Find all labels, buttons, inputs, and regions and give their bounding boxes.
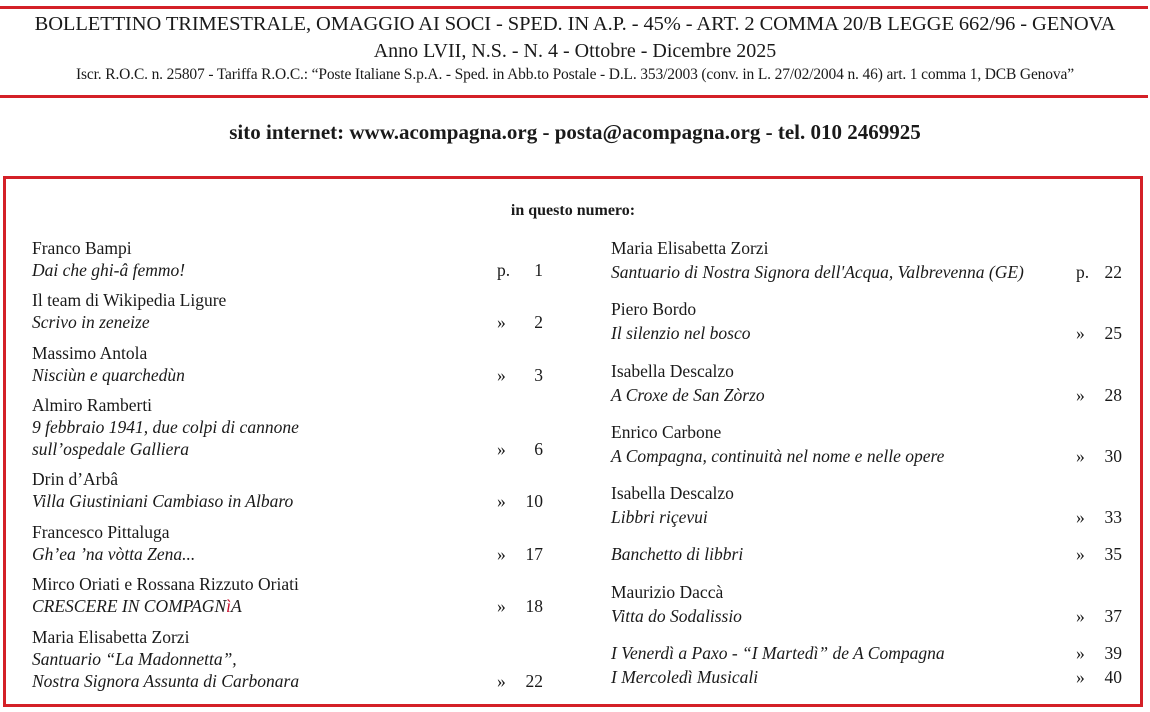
page-marker: » <box>497 365 506 385</box>
page-number: 1 <box>534 260 543 280</box>
entry-page <box>1076 322 1122 344</box>
page-number: 10 <box>525 491 543 511</box>
entry-title: Vitta do Sodalissio <box>611 606 742 626</box>
entry-page <box>497 490 543 512</box>
toc-entry <box>611 482 1122 528</box>
entry-author: Maria Elisabetta Zorzi <box>32 627 190 647</box>
page-number: 40 <box>1104 667 1122 687</box>
toc-entry <box>32 521 543 565</box>
entry-page <box>1076 506 1122 528</box>
page-number: 33 <box>1104 507 1122 527</box>
page-number: 17 <box>525 544 543 564</box>
entry-author: Il team di Wikipedia Ligure <box>32 290 227 310</box>
page-marker: » <box>1076 385 1085 405</box>
toc-title: in questo numero: <box>510 202 636 219</box>
page-marker: » <box>1076 606 1085 626</box>
page-number: 2 <box>534 312 543 332</box>
entry-author: Isabella Descalzo <box>611 361 734 381</box>
page-marker: » <box>1076 667 1085 687</box>
entry-author: Drin d’Arbâ <box>32 469 119 489</box>
toc-entry <box>32 573 543 617</box>
toc-entry <box>32 468 543 512</box>
entry-title-continued: sull’ospedale Galliera <box>32 439 189 459</box>
toc-entry <box>611 666 1122 688</box>
entry-title: Santuario di Nostra Signora dell'Acqua, Valbrevenna (GE) <box>611 262 1024 282</box>
page-number: 39 <box>1104 643 1122 663</box>
entry-title: Gh’ea ’na vòtta Zena... <box>32 544 196 564</box>
entry-title: Il silenzio nel bosco <box>611 323 751 343</box>
entry-author: Almiro Ramberti <box>32 395 153 415</box>
entry-title: I Mercoledì Musicali <box>611 667 759 687</box>
page-number: 22 <box>525 671 543 691</box>
toc-entry <box>611 421 1122 467</box>
masthead-line-1: BOLLETTINO TRIMESTRALE, OMAGGIO AI SOCI - SPED. IN A.P. - 45% - ART. 2 COMMA 20/B LEGGE 662/96 - GENOVA <box>34 13 1116 35</box>
page-number: 37 <box>1104 606 1122 626</box>
toc-box <box>3 176 1143 707</box>
entry-author: Franco Bampi <box>32 238 132 258</box>
page-marker: » <box>497 671 506 691</box>
entry-page <box>497 595 543 617</box>
entry-author: Massimo Antola <box>32 343 148 363</box>
page-marker: » <box>497 544 506 564</box>
entry-title: Banchetto di libbri <box>611 544 744 564</box>
entry-page <box>497 670 543 692</box>
entry-author: Francesco Pittaluga <box>32 522 170 542</box>
entry-title: Santuario “La Madonnetta”, <box>32 649 237 669</box>
toc-entry <box>32 394 543 460</box>
page-number: 25 <box>1104 323 1122 343</box>
masthead-line-2: Anno LVII, N.S. - N. 4 - Ottobre - Dicembre 2025 <box>373 40 777 62</box>
entry-author: Maria Elisabetta Zorzi <box>611 238 769 258</box>
entry-page <box>1076 261 1122 283</box>
page-marker: » <box>1076 446 1085 466</box>
entry-page <box>1076 384 1122 406</box>
entry-page <box>497 311 543 333</box>
page-marker: » <box>1076 323 1085 343</box>
page-marker: » <box>1076 544 1085 564</box>
page-marker: » <box>497 596 506 616</box>
entry-title: 9 febbraio 1941, due colpi di cannone <box>32 417 299 437</box>
toc-entry <box>611 298 1122 344</box>
page-number: 30 <box>1104 446 1122 466</box>
bottom-rule <box>0 95 1148 98</box>
entry-title: Villa Giustiniani Cambiaso in Albaro <box>32 491 294 511</box>
top-rule <box>0 6 1148 9</box>
page-marker: » <box>1076 643 1085 663</box>
masthead-line-3: Iscr. R.O.C. n. 25807 - Tariffa R.O.C.: “Poste Italiane S.p.A. - Sped. in Abb.to Postale - D.L. 353/2003 (conv. in L. 27/02/2004 n. 46) art. 1 comma 1, DCB Genova” <box>76 66 1074 83</box>
entry-author: Enrico Carbone <box>611 422 722 442</box>
title-part: A <box>231 596 242 616</box>
entry-title-continued: Nostra Signora Assunta di Carbonara <box>32 671 300 691</box>
title-accent-letter: ì <box>226 596 231 616</box>
entry-page <box>1076 605 1122 627</box>
entry-author: Mirco Oriati e Rossana Rizzuto Oriati <box>32 574 299 594</box>
entry-author: Maurizio Daccà <box>611 582 724 602</box>
entry-title: A Compagna, continuità nel nome e nelle opere <box>611 446 945 466</box>
entry-author: Isabella Descalzo <box>611 483 734 503</box>
entry-title: A Croxe de San Zòrzo <box>611 385 765 405</box>
toc-entry <box>611 237 1122 283</box>
entry-page <box>497 259 543 281</box>
title-part: CRESCERE IN COMPAGN <box>32 596 227 616</box>
entry-page <box>1076 666 1122 688</box>
toc-entry <box>611 581 1122 627</box>
page-number: 6 <box>534 439 543 459</box>
toc-entry <box>32 626 543 692</box>
entry-page <box>497 438 543 460</box>
toc-entry <box>32 289 543 333</box>
entry-title: Scrivo in zeneize <box>32 312 150 332</box>
entry-title: I Venerdì a Paxo - “I Martedì” de A Compagna <box>611 643 945 663</box>
page-marker: » <box>1076 507 1085 527</box>
page-marker: » <box>497 312 506 332</box>
entry-page <box>497 543 543 565</box>
page-marker: p. <box>497 260 511 280</box>
page-marker: » <box>497 439 506 459</box>
entry-page <box>1076 642 1122 664</box>
entry-author: Piero Bordo <box>611 299 697 319</box>
entry-page <box>1076 445 1122 467</box>
page-number: 3 <box>534 365 543 385</box>
page-marker: p. <box>1076 262 1090 282</box>
page-number: 35 <box>1104 544 1122 564</box>
page-number: 18 <box>525 596 543 616</box>
page-number: 28 <box>1104 385 1122 405</box>
toc-entry <box>611 642 1122 664</box>
page-marker: » <box>497 491 506 511</box>
entry-title <box>32 595 543 617</box>
entry-page <box>1076 543 1122 565</box>
entry-page <box>497 364 543 386</box>
entry-title: Libbri riçevui <box>611 507 708 527</box>
contact-line: sito internet: www.acompagna.org - posta@acompagna.org - tel. 010 2469925 <box>229 120 921 144</box>
toc-entry <box>32 237 543 281</box>
toc-entry <box>32 342 543 386</box>
toc-entry <box>611 543 1122 565</box>
entry-title: Nisciùn e quarchedùn <box>32 365 185 385</box>
toc-entry <box>611 360 1122 406</box>
entry-title: Dai che ghi-â femmo! <box>32 260 186 280</box>
page-number: 22 <box>1104 262 1122 282</box>
